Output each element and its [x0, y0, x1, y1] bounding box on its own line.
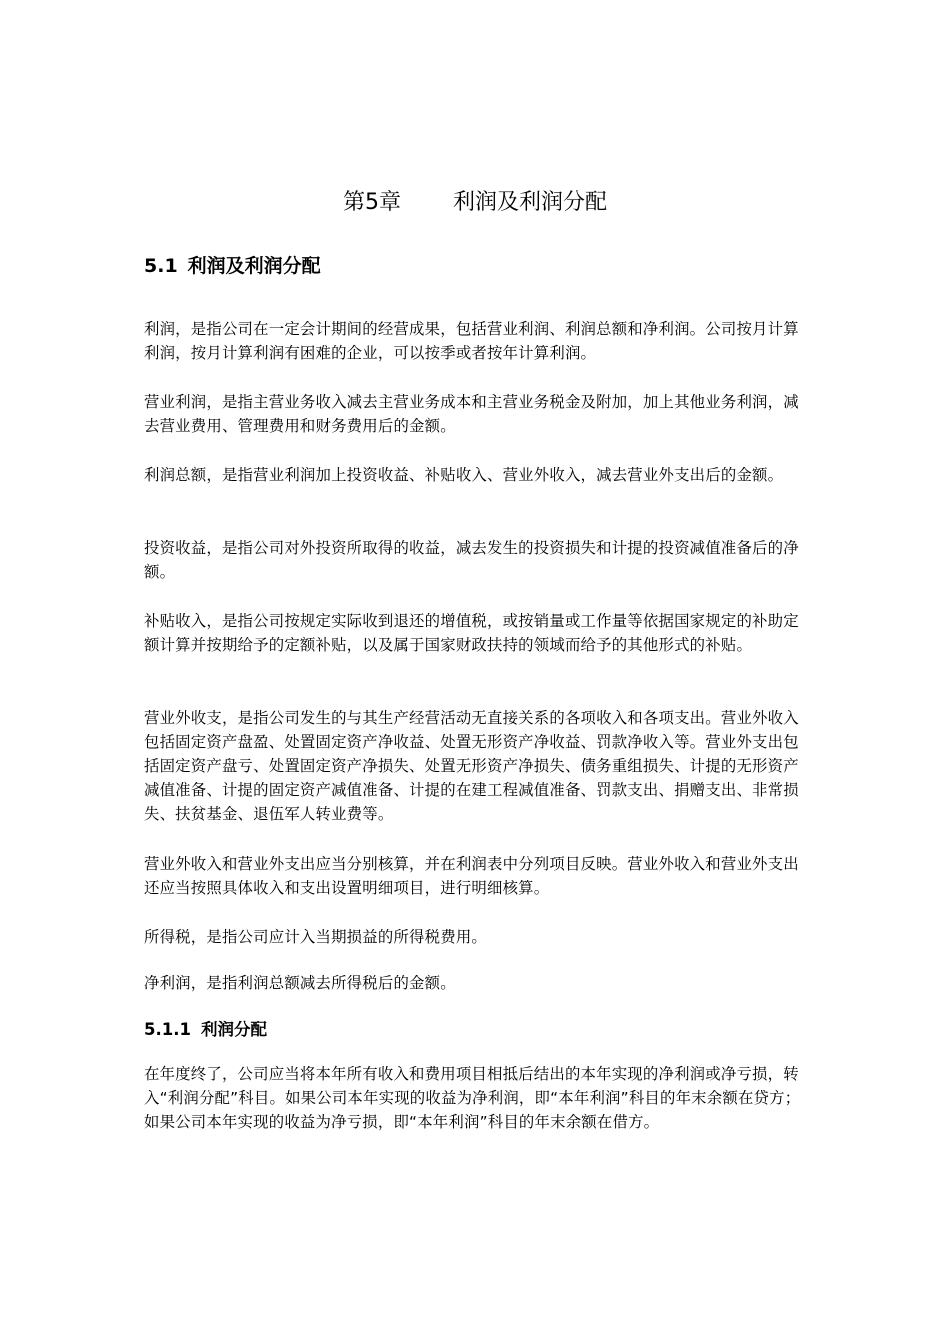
paragraph-operating-profit: 营业利润，是指主营业务收入减去主营业务成本和主营业务税金及附加，加上其他业务利润，减去营业费用、管理费用和财务费用后的金额。	[144, 393, 799, 435]
paragraph-non-operating: 营业外收支，是指公司发生的与其生产经营活动无直接关系的各项收入和各项支出。营业外收入包括固定资产盘盈、处置固定资产净收益、处置无形资产净收益、罚款净收入等。营业外支出包括固定资产盘亏、处置固定资产净损失、处置无形资产净损失、债务重组损失、计提的无形资产减值准备、计提的固定资产减值准备、计提的在建工程减值准备、罚款支出、捐赠支出、非常损失、扶贫基金、退伍军人转业费等。	[144, 709, 799, 823]
paragraph-non-operating-accounting: 营业外收入和营业外支出应当分别核算，并在利润表中分列项目反映。营业外收入和营业外支出还应当按照具体收入和支出设置明细项目，进行明细核算。	[144, 855, 799, 897]
paragraph-income-tax: 所得税，是指公司应计入当期损益的所得税费用。	[144, 928, 487, 946]
paragraph-investment-income: 投资收益，是指公司对外投资所取得的收益，减去发生的投资损失和计提的投资减值准备后的净额。	[144, 539, 799, 581]
chapter-title	[0, 186, 950, 220]
section-title: 利润及利润分配	[187, 255, 321, 277]
chapter-number: 第5章	[342, 190, 401, 215]
section-number: 5.1	[144, 255, 178, 277]
paragraph-subsidy-income: 补贴收入，是指公司按规定实际收到退还的增值税，或按销量或工作量等依据国家规定的补助定额计算并按期给予的定额补贴，以及属于国家财政扶持的领域而给予的其他形式的补贴。	[144, 612, 799, 654]
paragraph-profit-distribution: 在年度终了，公司应当将本年所有收入和费用项目相抵后结出的本年实现的净利润或净亏损，转入“利润分配”科目。如果公司本年实现的收益为净利润，即“本年利润”科目的年末余额在贷方；如果公司本年实现的收益为净亏损，即“本年利润”科目的年末余额在借方。	[144, 1065, 801, 1131]
chapter-name: 利润及利润分配	[452, 190, 607, 215]
paragraph-total-profit: 利润总额，是指营业利润加上投资收益、补贴收入、营业外收入，减去营业外支出后的金额。	[144, 466, 784, 484]
paragraph-profit: 利润，是指公司在一定会计期间的经营成果，包括营业利润、利润总额和净利润。公司按月计算利润，按月计算利润有困难的企业，可以按季或者按年计算利润。	[144, 320, 799, 362]
paragraph-net-profit: 净利润，是指利润总额减去所得税后的金额。	[144, 974, 456, 992]
subsection-number: 5.1.1	[144, 1020, 191, 1039]
section-heading	[144, 251, 321, 281]
subsection-heading	[144, 1016, 267, 1044]
subsection-title: 利润分配	[200, 1020, 267, 1039]
